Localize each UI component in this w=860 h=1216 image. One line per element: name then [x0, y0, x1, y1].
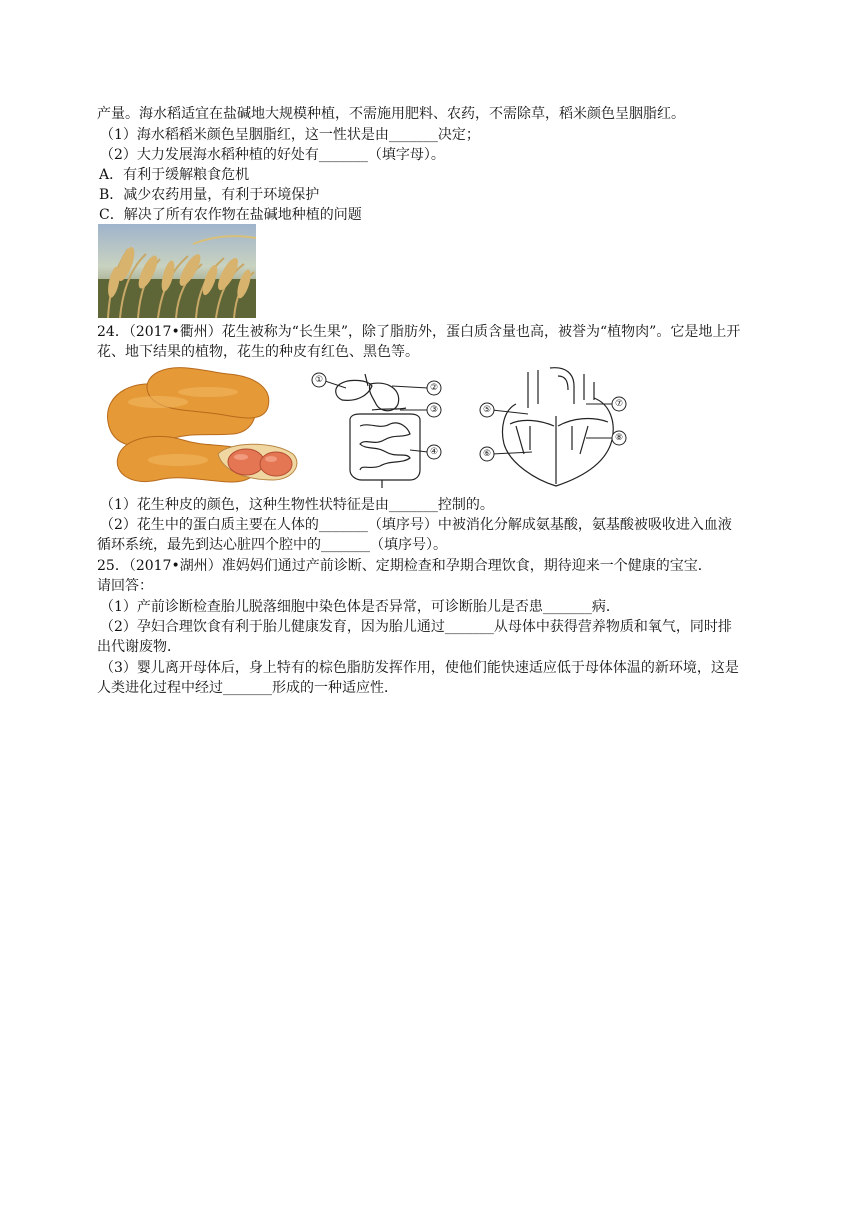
q24-sub2-line1: （2）花生中的蛋白质主要在人体的_______（填序号）中被消化分解成氨基酸，氨基酸被吸收进入血液	[100, 517, 732, 533]
q24-stem-line2: 花、地下结果的植物，花生的种皮有红色、黑色等。	[97, 344, 419, 360]
q23-intro-tail: 产量。海水稻适宜在盐碱地大规模种植，不需施用肥料、农药，不需除草，稻米颜色呈胭脂红。	[97, 106, 685, 122]
heart-diagram	[476, 364, 644, 488]
digestive-system-diagram	[310, 372, 460, 490]
label-1: ①	[314, 375, 324, 385]
q23-sub1: （1）海水稻稻米颜色呈胭脂红，这一性状是由_______决定；	[100, 127, 480, 143]
label-6: ⑥	[482, 449, 492, 459]
q23-option-c: C．解决了所有农作物在盐碱地种植的问题	[99, 207, 362, 223]
q25-sub1: （1）产前诊断检查胎儿脱落细胞中染色体是否异常，可诊断胎儿是否患_______病．	[100, 599, 620, 615]
label-3: ③	[429, 405, 439, 415]
q25-sub2-line2: 出代谢废物．	[97, 639, 181, 655]
q23-option-a: A．有利于缓解粮食危机	[99, 167, 250, 183]
label-7: ⑦	[614, 399, 624, 409]
peanut-photo	[98, 362, 302, 486]
q25-sub3-line1: （3）婴儿离开母体后，身上特有的棕色脂肪发挥作用，使他们能快速适应低于母体体温的新环境，这是	[100, 660, 739, 676]
q23-sub2: （2）大力发展海水稻种植的好处有_______（填字母）。	[100, 147, 445, 163]
q25-sub3-line2: 人类进化过程中经过_______形成的一种适应性．	[97, 680, 398, 696]
q24-sub1: （1）花生种皮的颜色，这种生物性状特征是由_______控制的。	[100, 497, 494, 513]
q25-stem: 25．（2017•湖州）准妈妈们通过产前诊断、定期检查和孕期合理饮食，期待迎来一个健康的宝宝．	[97, 558, 712, 574]
q24-sub2-line2: 循环系统，最先到达心脏四个腔中的_______（填序号）。	[97, 537, 447, 553]
q25-sub2-line1: （2）孕妇合理饮食有利于胎儿健康发育，因为胎儿通过_______从母体中获得营养物质和氧气，同时排	[100, 619, 732, 635]
label-2: ②	[429, 383, 439, 393]
label-5: ⑤	[482, 405, 492, 415]
q24-stem-line1: 24．（2017•衢州）花生被称为“长生果”，除了脂肪外，蛋白质含量也高，被誉为“植物肉”。它是地上开	[97, 324, 741, 340]
q23-option-b: B．减少农药用量，有利于环境保护	[99, 187, 320, 203]
label-8: ⑧	[614, 433, 624, 443]
rice-photo	[98, 224, 256, 318]
label-4: ④	[429, 447, 439, 457]
q25-prompt: 请回答：	[97, 578, 153, 594]
